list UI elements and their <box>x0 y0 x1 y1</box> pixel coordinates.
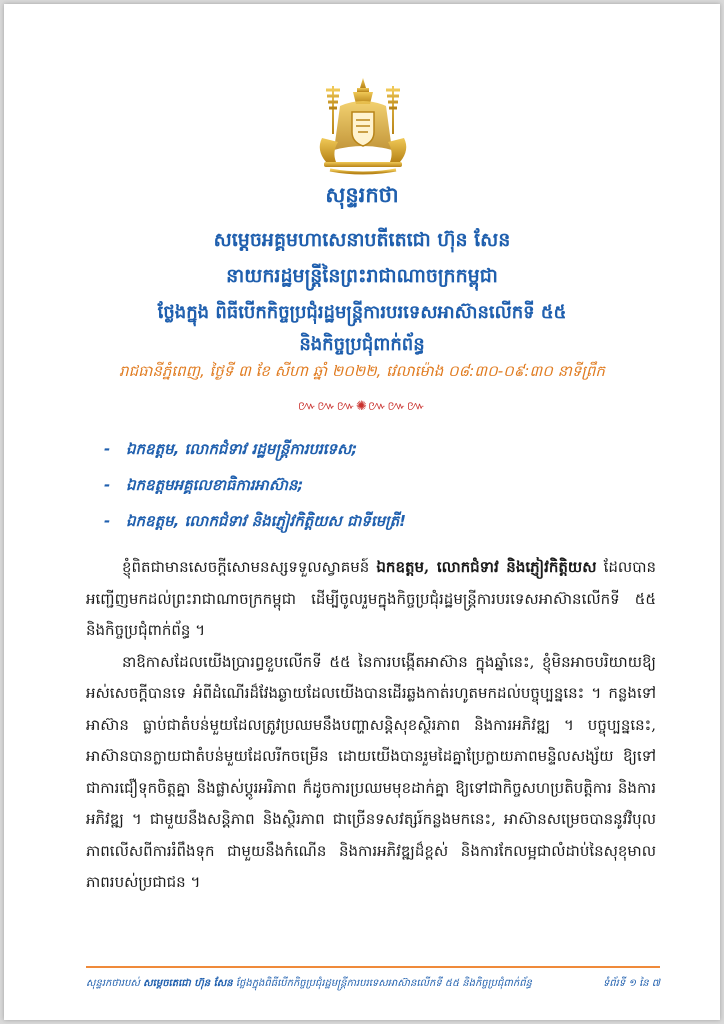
addressee-item <box>104 512 664 534</box>
speaker-position: នាយករដ្ឋមន្ត្រីនៃព្រះរាជាណាចក្រកម្ពុជា <box>226 265 498 287</box>
document-page <box>4 4 720 1020</box>
ornament-divider: ៚៚៚✺៚៚៚ <box>297 399 427 414</box>
paragraph-2: នាឱកាសដែលយើងប្រារព្ធខួបលើកទី ៥៥ នៃការបង្កើតអាស៊ាន ក្នុងឆ្នាំនេះ, ខ្ញុំមិនអាចបរិយាយឱ្យអស់សេចក្តីបានទេ អំពីដំណើរដ៏វែងឆ្ងាយដែលយើងបានដើរឆ្លងកាត់រហូតមកដល់បច្ចុប្បន្ននេះ ។ កន្លងទៅ អាស៊ាន ធ្លាប់ជាតំបន់មួយដែលត្រូវប្រឈមនឹងបញ្ហាសន្តិសុខស្ថិរភាព និងការអភិវឌ្ឍ ។ បច្ចុប្បន្ននេះ, អាស៊ានបានក្លាយជាតំបន់មួយដែលរីកចម្រើន ដោយយើងបានរួមដៃគ្នាប្រែក្លាយភាពមន្ទិលសង្ស័យ ឱ្យទៅជាការជឿទុកចិត្តគ្នា និងផ្លាស់ប្តូរអរិភាព ក៏ដូចការប្រឈមមុខដាក់គ្នា ឱ្យទៅជាកិច្ចសហប្រតិបត្តិការ និងការអភិវឌ្ឍ ។ ជាមួយនឹងសន្តិភាព និងស្ថិរភាព ជាច្រើនទសវត្សរ៍កន្លងមកនេះ, អាស៊ានសម្រេចបាននូវវិបុលភាពលើសពីការរំពឹងទុក ជាមួយនឹងកំណើន និងការអភិវឌ្ឍដ៏ខ្ពស់ និងការកែលម្អជាលំដាប់នៃសុខុមាលភាពរបស់ប្រជាជន ។ <box>86 652 656 891</box>
addressee-text: ឯកឧត្តមអគ្គលេខាធិការអាស៊ាន; <box>126 476 304 494</box>
royal-coat-of-arms-icon <box>300 76 426 176</box>
list-dash: - <box>104 512 111 530</box>
list-dash: - <box>104 476 111 494</box>
addressee-item <box>104 440 664 462</box>
occasion-line-1: ថ្លែងក្នុង ពិធីបើកកិច្ចប្រជុំរដ្ឋមន្ត្រីការបរទេសអាស៊ានលើកទី ៥៥ <box>157 302 567 323</box>
occasion-line-2: និងកិច្ចប្រជុំពាក់ព័ន្ធ <box>299 334 425 355</box>
addressee-text: ឯកឧត្តម, លោកជំទាវ រដ្ឋមន្ត្រីការបរទេស; <box>126 440 358 458</box>
footer-speaker: សម្តេចតេជោ ហ៊ុន សែន <box>143 978 233 989</box>
page-number: ទំព័រទី ១ នៃ ៧ <box>602 978 660 989</box>
honorific-bold: ឯកឧត្តម, លោកជំទាវ និងភ្ញៀវកិត្តិយស <box>376 558 597 576</box>
addressee-text: ឯកឧត្តម, លោកជំទាវ និងភ្ញៀវកិត្តិយស ជាទីមេត្រី! <box>126 512 406 530</box>
footer-divider <box>86 966 660 968</box>
page-footer <box>86 976 660 991</box>
footer-occasion: ថ្លែងក្នុងពិធីបើកកិច្ចប្រជុំរដ្ឋមន្ត្រីការបរទេសអាស៊ានលើកទី ៥៥ និងកិច្ចប្រជុំពាក់ព័ន្ធ <box>235 978 532 989</box>
addressee-item <box>104 476 664 498</box>
list-dash: - <box>104 440 111 458</box>
paragraph-1: ខ្ញុំពិតជាមានសេចក្តីសោមនស្សទទួលស្វាគមន៍ ឯកឧត្តម, លោកជំទាវ និងភ្ញៀវកិត្តិយស ដែលបានអញ្ជើញមកដល់ព្រះរាជាណាចក្រកម្ពុជា ដើម្បីចូលរួមក្នុងកិច្ចប្រជុំរដ្ឋមន្ត្រីការបរទេសអាស៊ានលើកទី ៥៥ និងកិច្ចប្រជុំពាក់ព័ន្ធ ។ <box>86 558 656 639</box>
dateline: រាជធានីភ្នំពេញ, ថ្ងៃទី ៣ ខែ សីហា ឆ្នាំ ២០២២, វេលាម៉ោង ០៨:៣០-០៩:៣០ នាទីព្រឹក <box>119 362 605 380</box>
document-title: សុន្ទរកថា <box>325 183 399 207</box>
speech-body <box>86 552 656 899</box>
footer-prefix: សុន្ទរកថារបស់ <box>86 978 140 989</box>
speaker-name: សម្តេចអគ្គមហាសេនាបតីតេជោ ហ៊ុន សែន <box>213 229 511 251</box>
